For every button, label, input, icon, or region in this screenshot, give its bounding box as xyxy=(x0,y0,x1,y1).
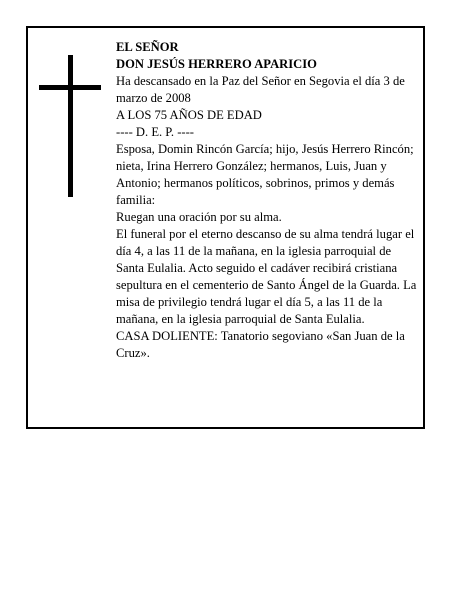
prayer-request: Ruegan una oración por su alma. xyxy=(116,210,282,224)
cross-vertical-bar xyxy=(68,55,73,197)
funeral-details: El funeral por el eterno descanso de su alma tendrá lugar el día 4, a las 11 de la mañana, en la iglesia parroquial de Santa Eulalia. Acto seguido el cadáver recibirá cristiana sepultura en el cementerio de Santo Ángel de la Guarda. La misa de privilegio tendrá lugar el día 5, a las 11 de la mañana, en la iglesia parroquial de Santa Eulalia. xyxy=(116,227,417,326)
header-line: EL SEÑOR xyxy=(116,40,179,54)
rip-line: ---- D. E. P. ---- xyxy=(116,125,194,139)
death-statement: Ha descansado en la Paz del Señor en Segovia el día 3 de marzo de 2008 xyxy=(116,74,405,105)
mourning-house: CASA DOLIENTE: Tanatorio segoviano «San Juan de la Cruz». xyxy=(116,329,405,360)
cross-horizontal-bar xyxy=(39,85,101,90)
notice-text xyxy=(116,39,422,362)
age-line: A LOS 75 AÑOS DE EDAD xyxy=(116,108,262,122)
family-list: Esposa, Domin Rincón García; hijo, Jesús Herrero Rincón; nieta, Irina Herrero González; hermanos, Luis, Juan y Antonio; hermanos políticos, sobrinos, primos y demás familia: xyxy=(116,142,414,207)
obituary-notice xyxy=(26,26,425,429)
deceased-name: DON JESÚS HERRERO APARICIO xyxy=(116,57,317,71)
